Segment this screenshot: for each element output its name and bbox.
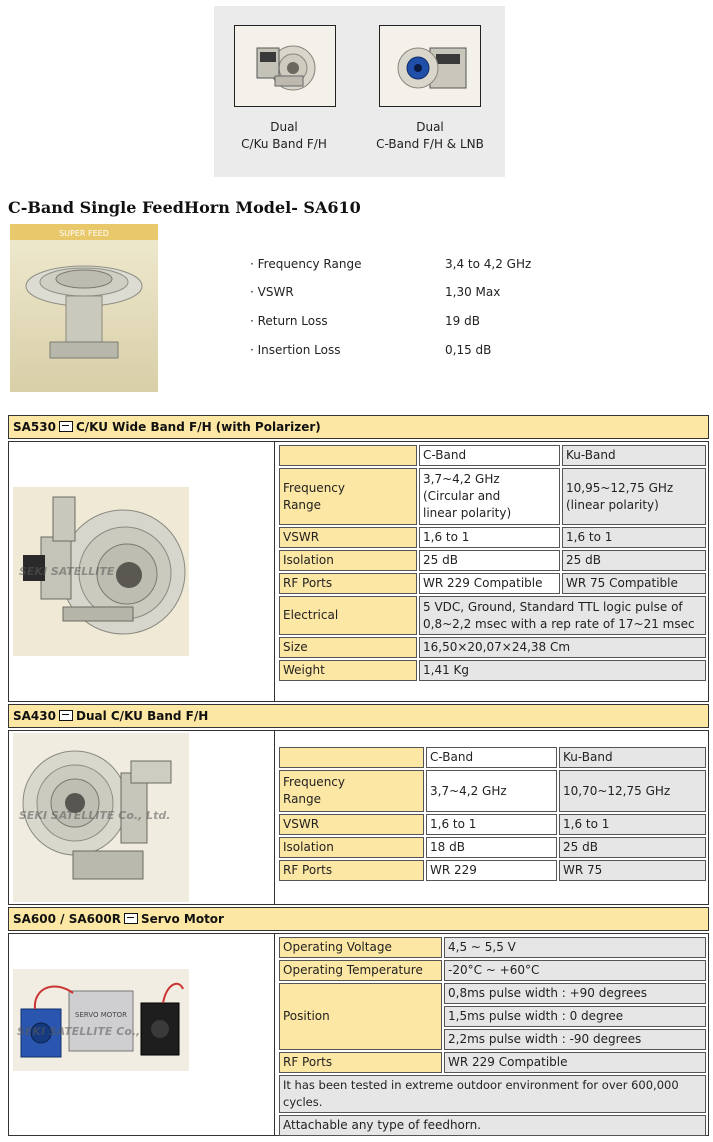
sa530-model: SA530 <box>13 420 56 434</box>
sa600-position-value: 1,5ms pulse width : 0 degree <box>444 1006 706 1027</box>
sa610-spec-value: 3,4 to 4,2 GHz <box>445 257 532 271</box>
freq-c-line: 3,7~4,2 GHz <box>423 472 500 486</box>
thumbnail-caption-2 <box>360 119 500 153</box>
sa610-feedhorn-image <box>10 224 158 392</box>
sa530-freq-c <box>419 468 560 525</box>
sa430-vswr-c: 1,6 to 1 <box>426 814 557 835</box>
sa430-description: Dual C/KU Band F/H <box>75 709 209 723</box>
freq-ku-line: (linear polarity) <box>566 497 659 512</box>
sa530-rf-label: RF Ports <box>279 573 417 594</box>
thumbnail-caption-desc: C-Band F/H & LNB <box>376 137 484 151</box>
sa530-elec-label: Electrical <box>279 596 417 635</box>
sa430-freq-c: 3,7~4,2 GHz <box>426 770 557 812</box>
thumbnail-caption-name: Dual <box>270 120 298 134</box>
sa430-photo <box>13 733 189 902</box>
sa530-watermark: SEKI SATELLITE Co., <box>19 565 143 578</box>
servo-motor-label: SERVO MOTOR <box>75 1011 127 1019</box>
sa430-model: SA430 <box>13 709 56 723</box>
sa610-photo <box>10 224 158 392</box>
freq-c-line: linear polarity) <box>423 506 512 520</box>
sa530-weight-label: Weight <box>279 660 417 681</box>
super-feed-label: SUPER FEED <box>59 229 109 238</box>
sa430-col-kuband: Ku-Band <box>559 747 706 768</box>
sa600-note: Attachable any type of feedhorn. <box>279 1115 706 1136</box>
sa530-header <box>8 415 709 439</box>
pointing-hand-icon <box>59 421 73 432</box>
sa530-photo <box>13 487 189 656</box>
sa600-position-label: Position <box>279 983 442 1050</box>
sa530-freq-label <box>279 468 417 525</box>
sa600-model: SA600 / SA600R <box>13 912 121 926</box>
dual-cband-feedhorn-lnb-thumbnail[interactable] <box>379 25 481 107</box>
sa600-volt-label: Operating Voltage <box>279 937 442 958</box>
sa530-section <box>8 441 709 702</box>
sa600-description: Servo Motor <box>140 912 224 926</box>
top-product-panel <box>214 6 505 177</box>
sa610-spec-value: 1,30 Max <box>445 285 501 299</box>
sa600-temp-label: Operating Temperature <box>279 960 442 981</box>
thumbnail-caption-name: Dual <box>416 120 444 134</box>
freq-c-line: (Circular and <box>423 489 501 503</box>
sa600-header <box>8 907 709 931</box>
freq-label-line: Frequency <box>283 480 345 495</box>
sa610-title: C-Band Single FeedHorn Model- SA610 <box>8 198 361 217</box>
sa600-photo <box>13 969 189 1071</box>
sa430-spec-table <box>277 745 708 883</box>
thumbnail-caption-1 <box>214 119 354 153</box>
sa610-spec-value: 0,15 dB <box>445 343 492 357</box>
sa430-watermark: SEKI SATELLITE Co., Ltd. <box>19 809 171 822</box>
sa430-vswr-ku: 1,6 to 1 <box>559 814 706 835</box>
sa530-col-cband: C-Band <box>419 445 560 466</box>
thumbnail-caption-desc: C/Ku Band F/H <box>241 137 327 151</box>
pointing-hand-icon <box>59 710 73 721</box>
freq-ku-line: 10,95~12,75 GHz <box>566 480 674 495</box>
sa530-elec-value <box>419 596 706 635</box>
sa530-weight-value: 1,41 Kg <box>419 660 706 681</box>
sa610-spec-value: 19 dB <box>445 314 480 328</box>
sa430-iso-c: 18 dB <box>426 837 557 858</box>
sa600-note: It has been tested in extreme outdoor environment for over 600,000 cycles. <box>279 1075 706 1113</box>
sa600-servo-image <box>13 969 189 1071</box>
sa530-rf-ku: WR 75 Compatible <box>562 573 706 594</box>
freq-label-line: Range <box>283 792 322 806</box>
sa610-spec-label: · VSWR <box>250 285 294 299</box>
freq-label-line: Range <box>283 497 322 512</box>
sa600-position-value: 0,8ms pulse width : +90 degrees <box>444 983 706 1004</box>
sa430-col-cband: C-Band <box>426 747 557 768</box>
sa530-iso-label: Isolation <box>279 550 417 571</box>
sa530-iso-ku: 25 dB <box>562 550 706 571</box>
sa430-iso-ku: 25 dB <box>559 837 706 858</box>
sa600-section <box>8 933 709 1136</box>
sa600-rf-value: WR 229 Compatible <box>444 1052 706 1073</box>
sa530-description: C/KU Wide Band F/H (with Polarizer) <box>75 420 321 434</box>
sa600-spec-table <box>277 935 708 1138</box>
sa530-vswr-label: VSWR <box>279 527 417 548</box>
sa610-spec-label: · Frequency Range <box>250 257 362 271</box>
pointing-hand-icon <box>124 913 138 924</box>
sa430-header <box>8 704 709 728</box>
sa530-size-label: Size <box>279 637 417 658</box>
sa430-section <box>8 730 709 905</box>
dual-cband-feedhorn-lnb-photo <box>380 26 480 106</box>
sa530-spec-table <box>277 443 708 683</box>
sa430-empty-cell <box>279 747 424 768</box>
sa430-iso-label: Isolation <box>279 837 424 858</box>
sa430-rf-label: RF Ports <box>279 860 424 881</box>
sa430-freq-label <box>279 770 424 812</box>
sa530-size-value: 16,50×20,07×24,38 Cm <box>419 637 706 658</box>
sa600-volt-value: 4,5 ~ 5,5 V <box>444 937 706 958</box>
sa600-position-value: 2,2ms pulse width : -90 degrees <box>444 1029 706 1050</box>
sa430-rf-c: WR 229 <box>426 860 557 881</box>
sa530-rf-c: WR 229 Compatible <box>419 573 560 594</box>
sa530-freq-ku <box>562 468 706 525</box>
sa600-temp-value: -20°C ~ +60°C <box>444 960 706 981</box>
elec-line: 0,8~2,2 msec with a rep rate of 17~21 msec <box>423 616 695 631</box>
sa600-rf-label: RF Ports <box>279 1052 442 1073</box>
sa430-rf-ku: WR 75 <box>559 860 706 881</box>
elec-line: 5 VDC, Ground, Standard TTL logic pulse of <box>423 599 683 614</box>
sa530-iso-c: 25 dB <box>419 550 560 571</box>
sa430-freq-ku: 10,70~12,75 GHz <box>559 770 706 812</box>
sa530-col-kuband: Ku-Band <box>562 445 706 466</box>
dual-ckuband-feedhorn-photo <box>235 26 335 106</box>
sa530-empty-cell <box>279 445 417 466</box>
freq-label-line: Frequency <box>283 775 345 789</box>
sa600-watermark: SEKI SATELLITE Co., <box>17 1025 141 1038</box>
sa530-vswr-ku: 1,6 to 1 <box>562 527 706 548</box>
sa530-vswr-c: 1,6 to 1 <box>419 527 560 548</box>
sa610-spec-label: · Insertion Loss <box>250 343 341 357</box>
sa610-spec-label: · Return Loss <box>250 314 328 328</box>
sa430-vswr-label: VSWR <box>279 814 424 835</box>
dual-ckuband-feedhorn-thumbnail[interactable] <box>234 25 336 107</box>
